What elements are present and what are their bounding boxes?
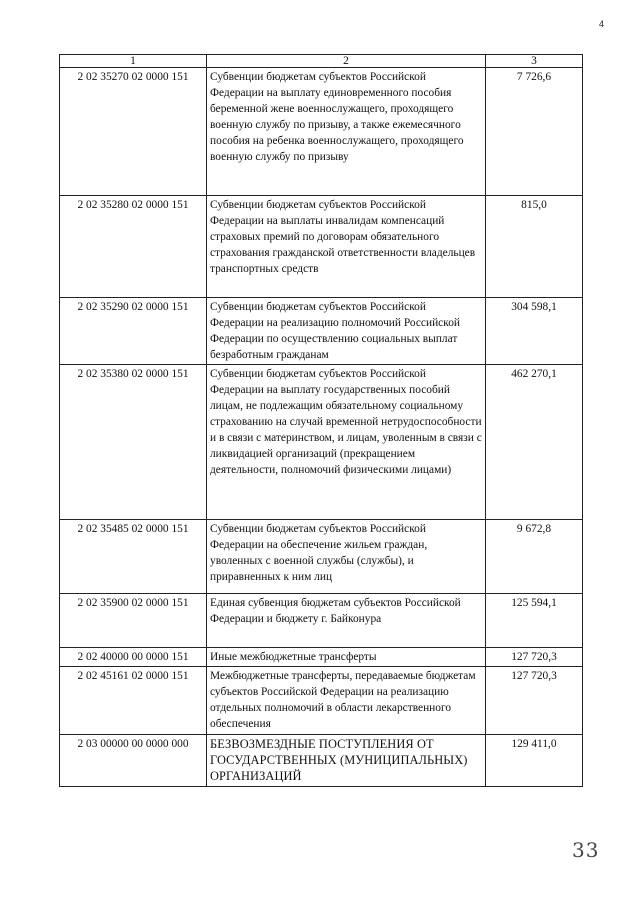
budget-code-cell: 2 02 40000 00 0000 151 bbox=[60, 648, 207, 667]
description-cell: Иные межбюджетные трансферты bbox=[207, 648, 486, 667]
column-header-code: 1 bbox=[60, 55, 207, 68]
description-cell: Межбюджетные трансферты, передаваемые бюджетам субъектов Российской Федерации на реализацию отдельных полномочий в области лекарственного обеспечения bbox=[207, 667, 486, 735]
budget-code-cell: 2 02 35900 02 0000 151 bbox=[60, 594, 207, 648]
table-row bbox=[60, 648, 583, 667]
budget-code-cell: 2 02 35290 02 0000 151 bbox=[60, 298, 207, 365]
amount-cell: 462 270,1 bbox=[486, 365, 583, 520]
amount-cell: 125 594,1 bbox=[486, 594, 583, 648]
table-row bbox=[60, 667, 583, 735]
budget-code-cell: 2 02 45161 02 0000 151 bbox=[60, 667, 207, 735]
description-cell: Единая субвенция бюджетам субъектов Российской Федерации и бюджету г. Байконура bbox=[207, 594, 486, 648]
table-row bbox=[60, 365, 583, 520]
table-row bbox=[60, 298, 583, 365]
page-number: 4 bbox=[599, 19, 605, 29]
column-header-amount: 3 bbox=[486, 55, 583, 68]
table-header-row bbox=[60, 55, 583, 68]
table-row bbox=[60, 520, 583, 594]
table-row bbox=[60, 594, 583, 648]
description-cell: Субвенции бюджетам субъектов Российской Федерации на обеспечение жильем граждан, уволенных с военной службы (службы), и приравненных к ним лиц bbox=[207, 520, 486, 594]
amount-cell: 129 411,0 bbox=[486, 735, 583, 787]
description-cell: Субвенции бюджетам субъектов Российской Федерации на выплату государственных пособий лицам, не подлежащим обязательному социальному страхованию на случай временной нетрудоспособности и в связи с материнством, и лицам, уволенным в связи с ликвидацией организаций (прекращением деятельности, полномочий физическими лицами) bbox=[207, 365, 486, 520]
amount-cell: 127 720,3 bbox=[486, 667, 583, 735]
amount-cell: 9 672,8 bbox=[486, 520, 583, 594]
column-header-description: 2 bbox=[207, 55, 486, 68]
description-cell: Субвенции бюджетам субъектов Российской Федерации на выплату единовременного пособия беременной жене военнослужащего, проходящего военную службу по призыву, а также ежемесячного пособия на ребенка военнослужащего, проходящего военную службу по призыву bbox=[207, 68, 486, 196]
table-row bbox=[60, 68, 583, 196]
table-row bbox=[60, 735, 583, 787]
table-row bbox=[60, 196, 583, 298]
description-cell: БЕЗВОЗМЕЗДНЫЕ ПОСТУПЛЕНИЯ ОТ ГОСУДАРСТВЕННЫХ (МУНИЦИПАЛЬНЫХ) ОРГАНИЗАЦИЙ bbox=[207, 735, 486, 787]
budget-revenue-table bbox=[59, 54, 583, 787]
description-cell: Субвенции бюджетам субъектов Российской Федерации на реализацию полномочий Российской Федерации по осуществлению социальных выплат безработным гражданам bbox=[207, 298, 486, 365]
budget-code-cell: 2 03 00000 00 0000 000 bbox=[60, 735, 207, 787]
description-cell: Субвенции бюджетам субъектов Российской Федерации на выплаты инвалидам компенсаций страховых премий по договорам обязательного страхования гражданской ответственности владельцев транспортных средств bbox=[207, 196, 486, 298]
amount-cell: 7 726,6 bbox=[486, 68, 583, 196]
amount-cell: 127 720,3 bbox=[486, 648, 583, 667]
budget-code-cell: 2 02 35485 02 0000 151 bbox=[60, 520, 207, 594]
handwritten-page-mark: 33 bbox=[572, 838, 600, 862]
budget-code-cell: 2 02 35270 02 0000 151 bbox=[60, 68, 207, 196]
amount-cell: 815,0 bbox=[486, 196, 583, 298]
budget-code-cell: 2 02 35380 02 0000 151 bbox=[60, 365, 207, 520]
budget-code-cell: 2 02 35280 02 0000 151 bbox=[60, 196, 207, 298]
amount-cell: 304 598,1 bbox=[486, 298, 583, 365]
